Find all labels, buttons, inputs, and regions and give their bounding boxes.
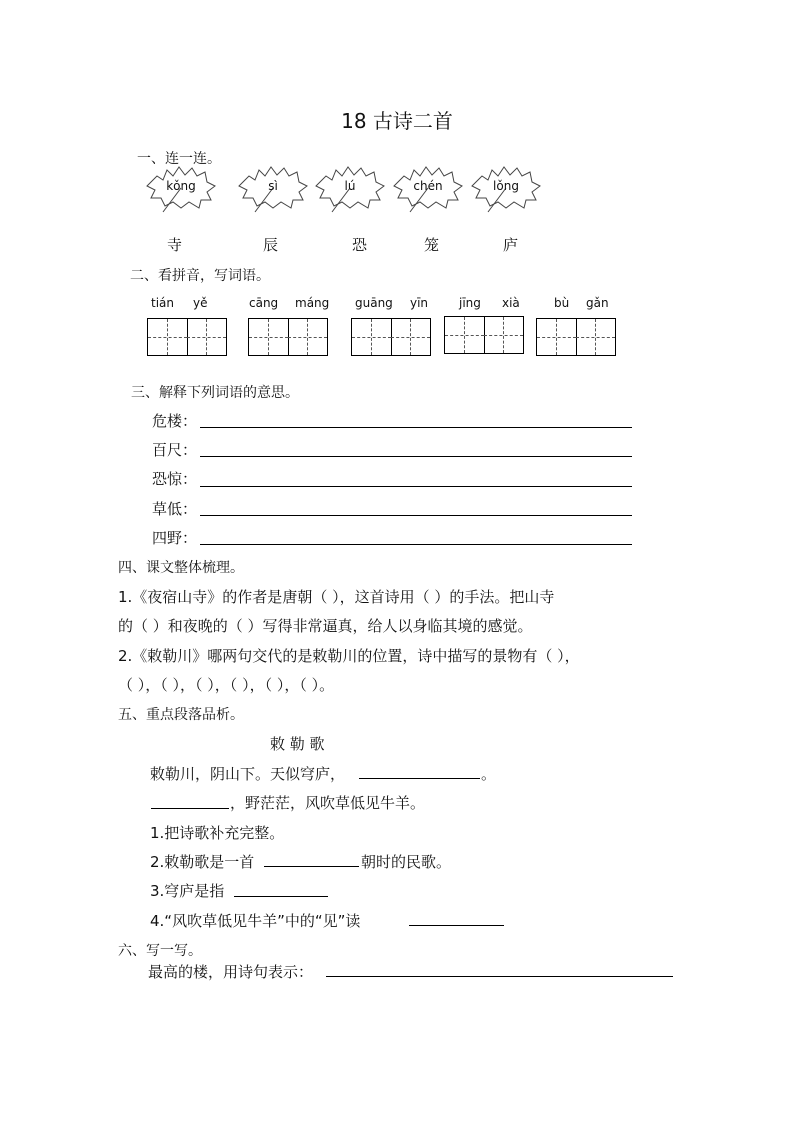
q5-3-blank[interactable]: [234, 896, 328, 897]
match-char: 恐: [352, 236, 368, 254]
pinyin-5a: bù: [554, 296, 570, 310]
q1-line1: 1.《夜宿山寺》的作者是唐朝（ ），这首诗用（ ）的手法。把山寺: [118, 588, 555, 606]
leaf-card: [237, 162, 309, 214]
section6-blank[interactable]: [326, 976, 673, 977]
pinyin-1a: tián: [151, 296, 174, 310]
section2-heading: 二、看拼音，写词语。: [130, 268, 270, 284]
poem-line1-end: 。: [481, 765, 497, 783]
section3-heading: 三、解释下列词语的意思。: [131, 385, 299, 401]
pinyin-2a: cāng: [249, 296, 279, 310]
answer-line[interactable]: [200, 544, 632, 545]
section6-prompt: 最高的楼，用诗句表示：: [148, 963, 314, 981]
pinyin-3b: yīn: [410, 296, 429, 310]
match-char: 辰: [263, 236, 279, 254]
writing-grid[interactable]: [147, 318, 227, 356]
leaf-card: [145, 162, 217, 214]
word-label: 危楼：: [152, 412, 198, 430]
leaf-pinyin: sì: [268, 179, 278, 193]
page-title: 18 古诗二首: [341, 109, 453, 133]
q5-1: 1.把诗歌补充完整。: [150, 824, 285, 842]
pinyin-5b: gǎn: [586, 296, 609, 310]
q5-4-blank[interactable]: [409, 925, 504, 926]
word-label: 恐惊：: [152, 470, 198, 488]
writing-grid[interactable]: [444, 316, 524, 354]
q5-4: 4.“风吹草低见牛羊”中的“见”读: [150, 912, 361, 930]
poem-line1: 敕勒川，阴山下。天似穹庐，: [150, 765, 346, 783]
leaf-pinyin: chén: [413, 179, 443, 193]
q5-2b: 朝时的民歌。: [361, 853, 452, 871]
match-char: 寺: [167, 236, 183, 254]
pinyin-4b: xià: [502, 296, 520, 310]
section5-heading: 五、重点段落品析。: [118, 707, 244, 723]
q2-line2: （ ），（ ），（ ），（ ），（ ），（ ）。: [118, 676, 335, 694]
match-char: 笼: [424, 236, 440, 254]
q5-2a: 2.敕勒歌是一首: [150, 853, 255, 871]
answer-line[interactable]: [200, 427, 632, 428]
poem-title: 敕 勒 歌: [270, 735, 325, 753]
word-label: 百尺：: [152, 441, 198, 459]
pinyin-2b: máng: [295, 296, 330, 310]
writing-grid[interactable]: [351, 318, 431, 356]
poem-blank-2[interactable]: [151, 808, 229, 809]
leaf-pinyin: kǒng: [166, 179, 196, 193]
pinyin-4a: jīng: [459, 296, 481, 310]
q1-line2: 的（ ）和夜晚的（ ）写得非常逼真，给人以身临其境的感觉。: [118, 617, 533, 635]
leaf-card: [392, 162, 464, 214]
section6-heading: 六、写一写。: [118, 943, 202, 959]
poem-line2: ，野茫茫，风吹草低见牛羊。: [230, 794, 426, 812]
writing-grid[interactable]: [536, 318, 616, 356]
answer-line[interactable]: [200, 515, 632, 516]
match-char: 庐: [503, 236, 519, 254]
word-label: 草低：: [152, 500, 198, 518]
leaf-pinyin: lú: [344, 179, 356, 193]
q5-3: 3.穹庐是指: [150, 882, 225, 900]
leaf-card: [470, 162, 542, 214]
leaf-card: [314, 162, 386, 214]
word-label: 四野：: [152, 529, 198, 547]
leaf-pinyin: lǒng: [493, 179, 519, 193]
pinyin-3a: guāng: [355, 296, 393, 310]
section4-heading: 四、课文整体梳理。: [118, 560, 244, 576]
section1-heading: 一、连一连。: [137, 151, 221, 167]
answer-line[interactable]: [200, 456, 632, 457]
pinyin-1b: yě: [193, 296, 208, 310]
answer-line[interactable]: [200, 486, 632, 487]
q5-2-blank[interactable]: [264, 866, 359, 867]
poem-blank-1[interactable]: [359, 778, 480, 779]
writing-grid[interactable]: [248, 318, 328, 356]
q2-line1: 2.《敕勒川》哪两句交代的是敕勒川的位置，诗中描写的景物有（ ），: [118, 647, 580, 665]
